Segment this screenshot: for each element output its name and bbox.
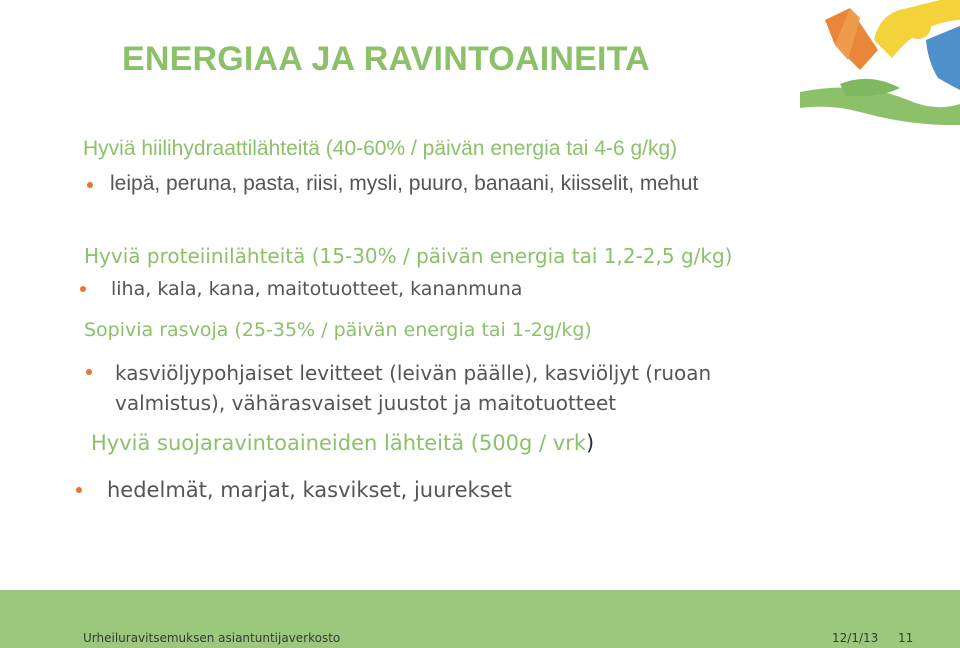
fat-sources-line-2: valmistus), vähärasvaiset juustot ja maitotuotteet bbox=[115, 391, 617, 415]
protein-heading: Hyviä proteiinilähteitä (15-30% / päivän energia tai 1,2-2,5 g/kg) bbox=[84, 244, 733, 268]
protective-nutrients-heading-text: Hyviä suojaravintoaineiden lähteitä (500g / vrk bbox=[91, 431, 587, 455]
closing-parenthesis: ) bbox=[586, 431, 595, 455]
bullet-icon bbox=[87, 182, 93, 188]
carbohydrate-sources: leipä, peruna, pasta, riisi, mysli, puuro, banaani, kiisselit, mehut bbox=[110, 172, 699, 195]
bullet-icon bbox=[76, 487, 82, 493]
footer-date: 12/1/13 bbox=[832, 631, 879, 645]
bullet-icon bbox=[80, 286, 86, 292]
fat-heading: Sopivia rasvoja (25-35% / päivän energia tai 1-2g/kg) bbox=[84, 319, 592, 341]
footer-organization: Urheiluravitsemuksen asiantuntijaverkosto bbox=[83, 631, 341, 645]
protein-sources: liha, kala, kana, maitotuotteet, kananmuna bbox=[111, 278, 523, 300]
colorful-figure-logo-icon bbox=[800, 0, 960, 125]
slide-title: ENERGIAA JA RAVINTOAINEITA bbox=[122, 40, 650, 78]
carbohydrate-heading: Hyviä hiilihydraattilähteitä (40-60% / päivän energia tai 4-6 g/kg) bbox=[83, 137, 678, 160]
protective-nutrient-sources: hedelmät, marjat, kasvikset, juurekset bbox=[107, 478, 512, 502]
fat-sources-line-1: kasviöljypohjaiset levitteet (leivän päälle), kasviöljyt (ruoan bbox=[115, 361, 712, 385]
footer-page-number: 11 bbox=[898, 631, 914, 645]
bullet-icon bbox=[86, 369, 92, 375]
protective-nutrients-heading bbox=[91, 431, 594, 455]
